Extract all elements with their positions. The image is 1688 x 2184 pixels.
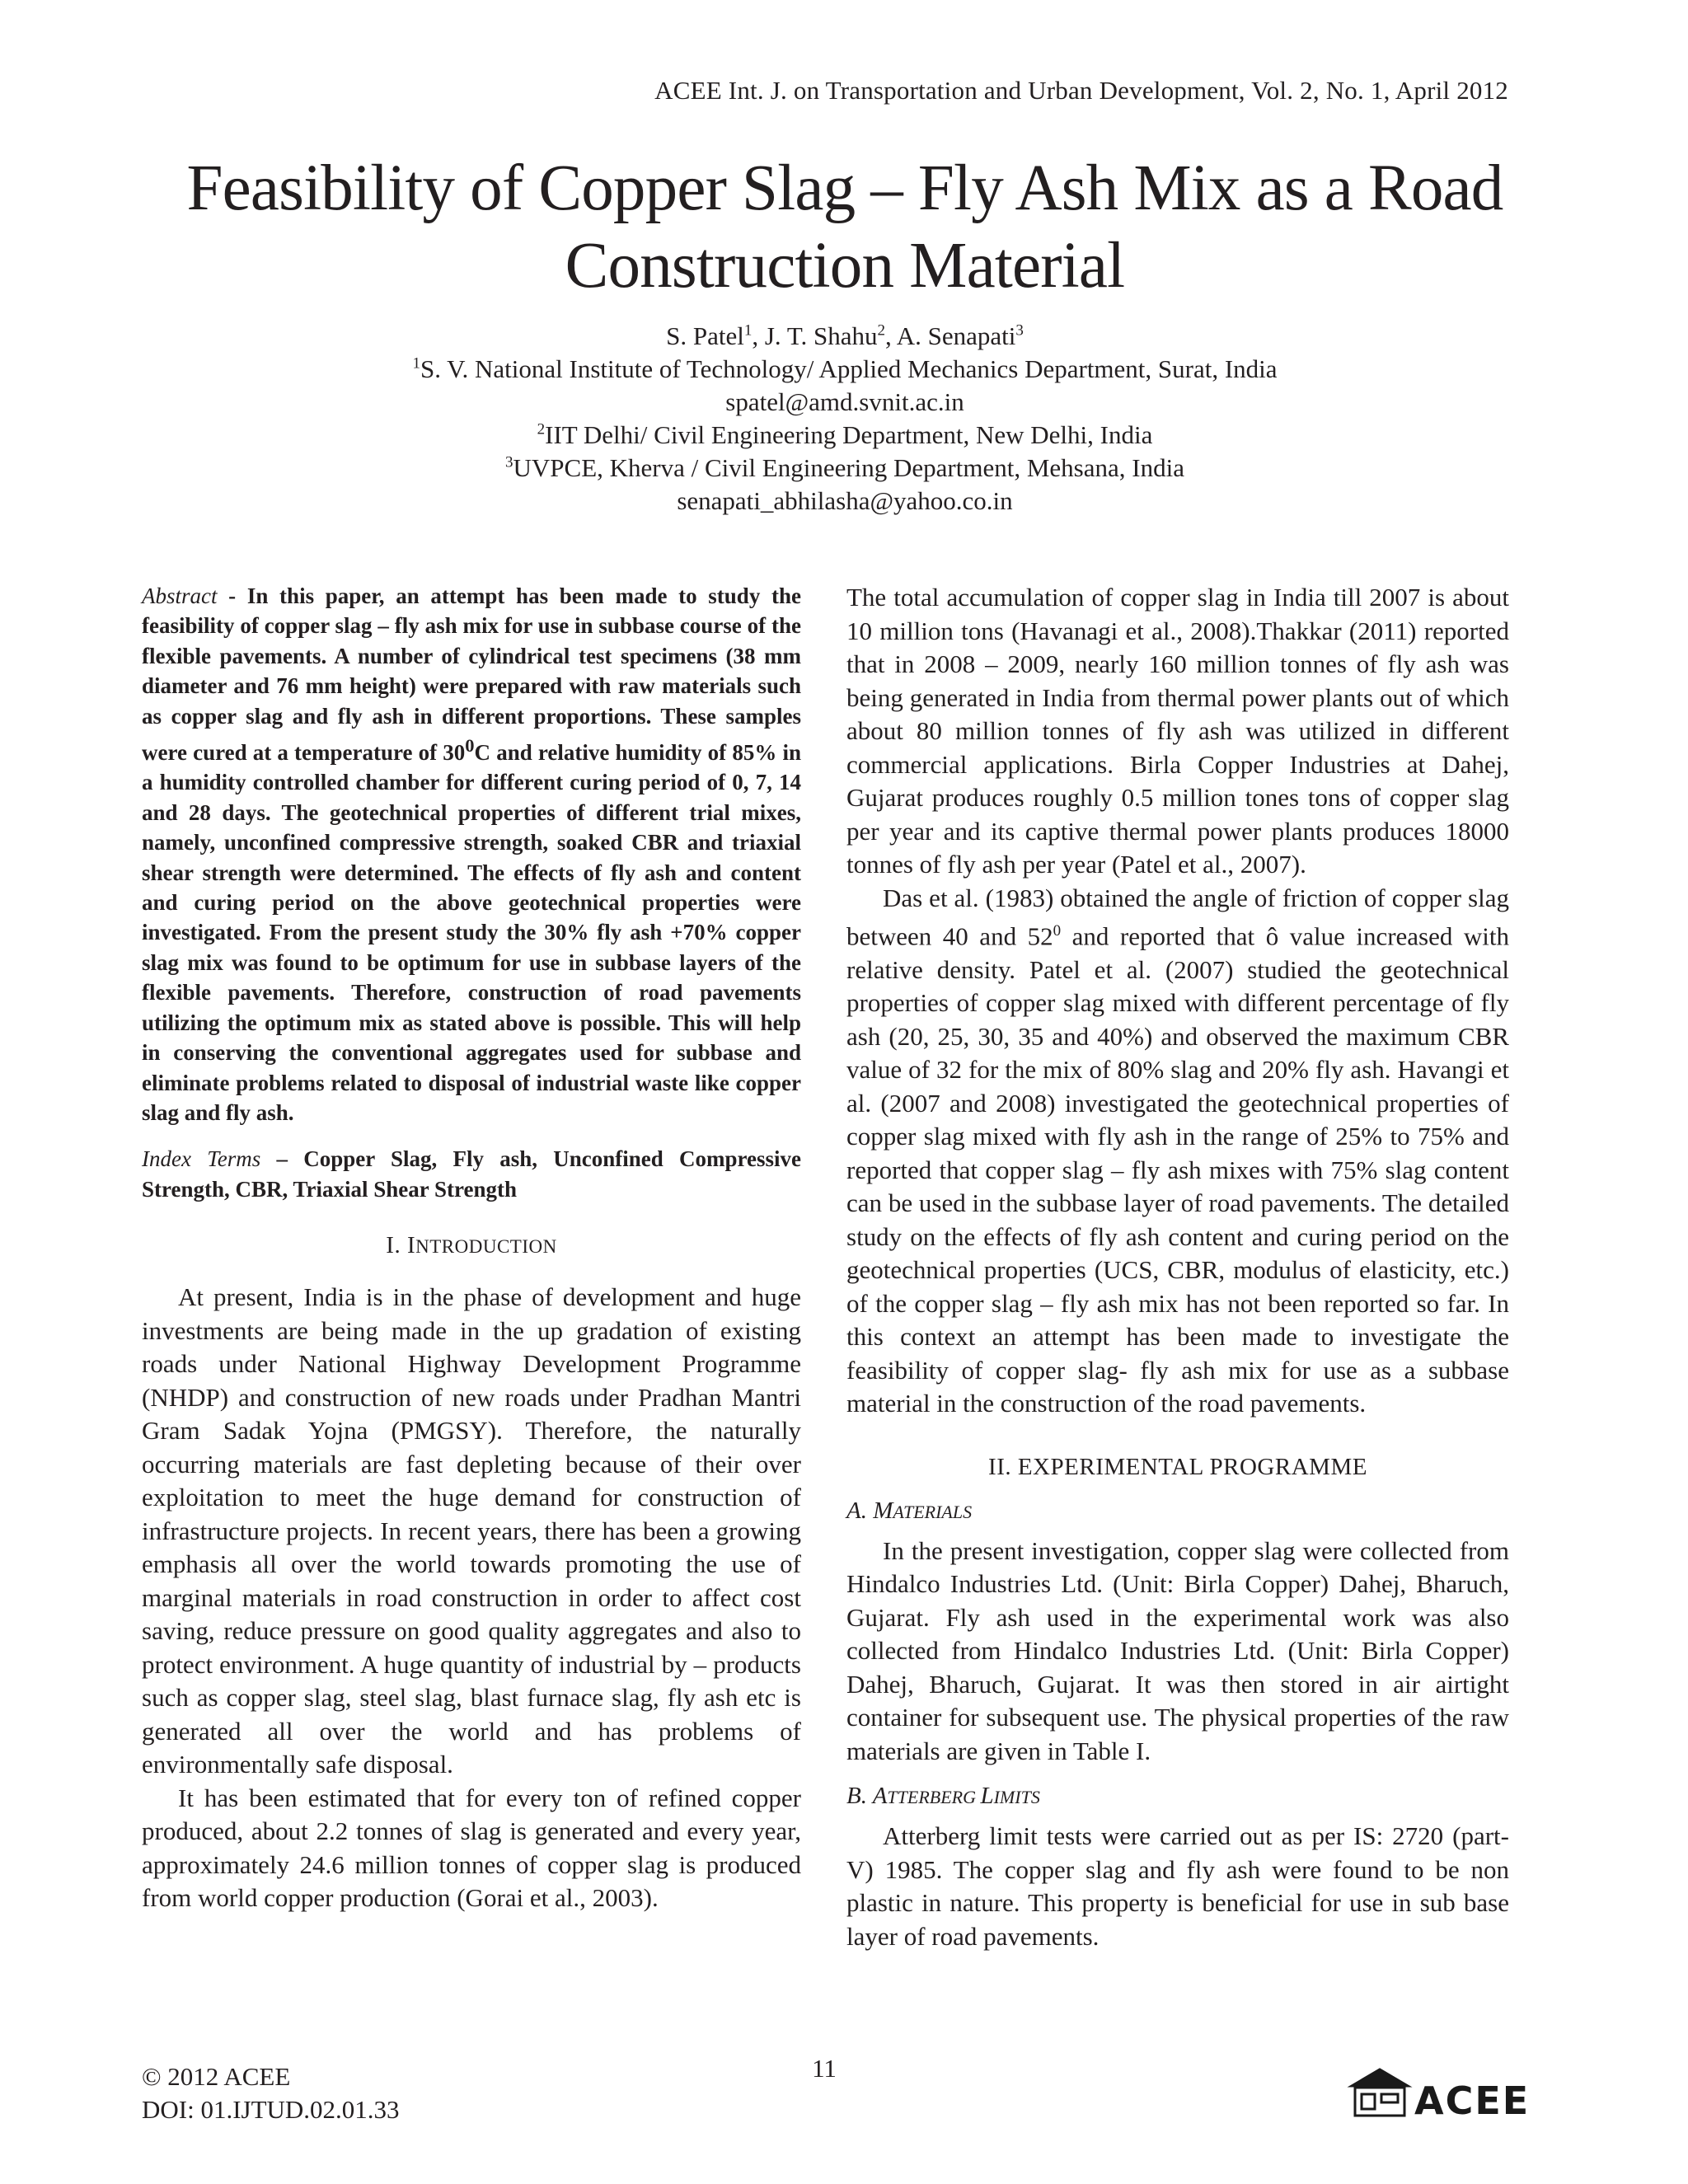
intro-paragraph-1: At present, India is in the phase of development and huge investments are being made in the up gradation of existing roads under National Highway Development Programme (NHDP) and construction of new roads under Pradhan Mantri Gram Sadak Yojna (PMGSY). Therefore, the naturally occurring materials are fast depleting because of their over exploitation to meet the huge demand for construction of infrastructure projects. In recent years, there has been a growing emphasis all over the world towards promoting the use of marginal materials in road construction in order to affect cost saving, reduce pressure on good quality aggregates and also to protect environment. A huge quantity of industrial by – products such as copper slag, steel slag, blast furnace slag, fly ash etc is generated all over the world and has problems of environmentally safe disposal.: [142, 1282, 801, 1779]
experimental-heading: II. EXPERIMENTAL PROGRAMME: [988, 1453, 1367, 1480]
atterberg-heading: B. ATTERBERG LIMITS: [846, 1783, 1040, 1810]
logo-text: ACEE: [1414, 2079, 1531, 2123]
materials-paragraph: In the present investigation, copper slag were collected from Hindalco Industries Ltd. (Unit: Birla Copper) Dahej, Bharuch, Gujarat. Fly ash used in the experimental work was also collected from Hindalco Industries Ltd. (Unit: Birla Copper) Dahej, Bharuch, Gujarat. It was then stored in air airtight container for subsequent use. The physical properties of the raw materials are given in Table I.: [846, 1535, 1509, 1765]
author-2: J. T. Shahu: [764, 321, 878, 350]
author-block: [99, 320, 1591, 518]
abstract-label: Abstract: [142, 583, 218, 608]
building-icon: [1352, 2069, 1408, 2116]
journal-header: ACEE Int. J. on Transportation and Urban Development, Vol. 2, No. 1, April 2012: [654, 76, 1508, 105]
affiliation-3: $^3$UVPCE, Kherva / Civil Engineering Department, Mehsana, India: [505, 453, 1184, 482]
materials-heading: A. MATERIALS: [846, 1497, 973, 1524]
intro-paragraph-3: The total accumulation of copper slag in India till 2007 is about 10 million tons (Havanagi et al., 2008).Thakkar (2011) reported that in 2008 – 2009, nearly 160 million tonnes of fly ash was being generated in India from thermal power plants out of which about 80 million tonnes of fly ash was utilized in different commercial applications. Birla Copper Industries at Dahej, Gujarat produces roughly 0.5 million tones tons of copper slag per year and its captive thermal power plants produces 18000 tonnes of fly ash per year (Patel et al., 2007).: [846, 583, 1509, 879]
affiliation-1: $^1$S. V. National Institute of Technology/ Applied Mechanics Department, Surat, India: [412, 354, 1278, 383]
intro-paragraph-4: Das et al. (1983) obtained the angle of friction of copper slag between 40 and $52^0$ and reported that ô value increased with relative density. Patel et al. (2007) studied the geotechnical properties of copper slag mixed with different percentage of fly ash (20, 25, 30, 35 and 40%) and observed the maximum CBR value of 32 for the mix of 80% slag and 20% fly ash. Havangi et al. (2007 and 2008) investigated the geotechnical properties of copper slag mixed with fly ash in the range of 25% to 75% and reported that copper slag – fly ash mixes with 75% slag content can be used in the subbase layer of road pavements. The detailed study on the effects of fly ash content and curing period on the geotechnical properties (UCS, CBR, modulus of elasticity, etc.) of the copper slag – fly ash mix has not been reported so far. In this context an attempt has been made to investigate the feasibility of copper slag- fly ash mix for use as a subbase material in the construction of the road pavements.: [846, 883, 1510, 1418]
author-3: A. Senapati: [896, 321, 1016, 350]
index-terms-label: Index Terms: [142, 1146, 261, 1172]
email-3: senapati_abhilasha@yahoo.co.in: [677, 486, 1013, 515]
affiliation-2: $^2$IIT Delhi/ Civil Engineering Department, New Delhi, India: [537, 420, 1153, 449]
acee-logo: [1348, 2064, 1531, 2123]
title-line-1: Feasibility of Copper Slag – Fly Ash Mix as a Road: [186, 152, 1503, 224]
atterberg-paragraph: Atterberg limit tests were carried out as per IS: 2720 (part-V) 1985. The copper slag and fly ash were found to be non plastic in nature. This property is beneficial for use in sub base layer of road pavements.: [846, 1821, 1509, 1951]
email-1: spatel@amd.svnit.ac.in: [725, 387, 964, 416]
intro-paragraph-2: It has been estimated that for every ton of refined copper produced, about 2.2 tonnes of slag is generated and every year, approximately 24.6 million tonnes of copper slag is produced from world copper production (Gorai et al., 2003).: [142, 1783, 801, 1913]
copyright: © 2012 ACEE: [142, 2062, 291, 2091]
left-column: [142, 581, 801, 1915]
right-column: [846, 581, 1509, 1953]
doi: DOI: 01.IJTUD.02.01.33: [142, 2095, 400, 2124]
title-line-2: Construction Material: [565, 230, 1125, 302]
paper-title: [99, 150, 1591, 305]
footer-info: [142, 2060, 400, 2126]
page-number: 11: [812, 2054, 837, 2083]
abstract: Abstract - In this paper, an attempt has been made to study the feasibility of copper slag – fly ash mix for use in subbase course of the flexible pavements. A number of cylindrical test specimens (38 mm diameter and 76 mm height) were prepared with raw materials such as copper slag and fly ash in different proportions. These samples were cured at a temperature of $30^0C$ and relative humidity of 85% in a humidity controlled chamber for different curing period of 0, 7, 14 and 28 days. The geotechnical properties of different trial mixes, namely, unconfined compressive strength, soaked CBR and triaxial shear strength were determined. The effects of fly ash and content and curing period on the above geotechnical properties were investigated. From the present study the 30% fly ash +70% copper slag mix was found to be optimum for use in subbase layers of the flexible pavements. Therefore, construction of road pavements utilizing the optimum mix as stated above is possible. This will help in conserving the conventional aggregates used for subbase and eliminate problems related to disposal of industrial waste like copper slag and fly ash.: [142, 583, 801, 1125]
index-terms: Index Terms – Copper Slag, Fly ash, Unconfined Compressive Strength, CBR, Triaxial Shear Strength: [142, 1146, 802, 1202]
author-names: S. Patel$^1$, J. T. Shahu$^2$, A. Senapati$^3$: [666, 321, 1024, 350]
author-1: S. Patel: [666, 321, 744, 350]
intro-heading: I. INTRODUCTION: [386, 1232, 557, 1259]
friction-angle-symbol: ô: [1265, 921, 1279, 951]
